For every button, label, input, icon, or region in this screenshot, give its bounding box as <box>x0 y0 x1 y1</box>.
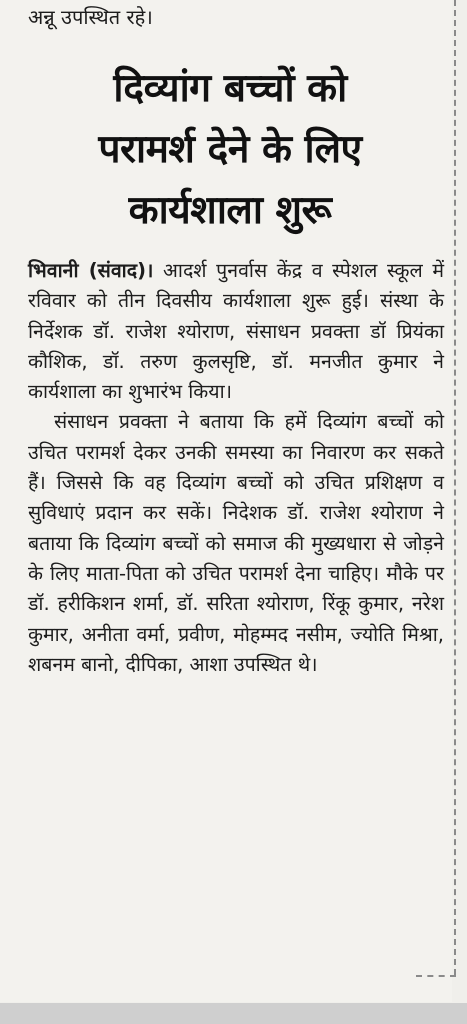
previous-article-tail: अन्नू उपस्थित रहे। <box>28 5 153 29</box>
paragraph-1-text: आदर्श पुनर्वास केंद्र व स्पेशल स्कूल में रविवार को तीन दिवसीय कार्यशाला शुरू हुई। संस्था के निर्देशक डॉ. राजेश श्योराण, संसाधन प्रवक्ता डॉ प्रियंका कौशिक, डॉ. तरुण कुलसृष्टि, डॉ. मनजीत कुमार ने कार्यशाला का शुभारंभ किया। <box>28 259 445 404</box>
headline <box>30 58 430 241</box>
viewer-bottom-strip <box>0 1003 467 1024</box>
article-paragraph-1 <box>28 256 444 407</box>
headline-line-3: कार्यशाला शुरू <box>128 188 332 233</box>
dateline: भिवानी (संवाद)। <box>28 259 154 282</box>
headline-line-1: दिव्यांग बच्चों को <box>113 66 347 111</box>
headline-line-2: परामर्श देने के लिए <box>98 127 362 172</box>
cut-line-right <box>454 0 456 975</box>
article-paragraph-2 <box>28 407 444 680</box>
cut-line-bottom <box>416 975 456 977</box>
article-body <box>28 256 444 680</box>
paragraph-2-text: संसाधन प्रवक्ता ने बताया कि हमें दिव्यांग बच्चों को उचित परामर्श देकर उनकी समस्या का निवारण कर सकते हैं। जिससे कि वह दिव्यांग बच्चों को उचित प्रशिक्षण व सुविधाएं प्रदान कर सकें। निदेशक डॉ. राजेश श्योराण ने बताया कि दिव्यांग बच्चों को समाज की मुख्यधारा से जोड़ने के लिए माता-पिता को उचित परामर्श देना चाहिए। मौके पर डॉ. हरीकिशन शर्मा, डॉ. सरिता श्योराण, रिंकू कुमार, नरेश कुमार, अनीता वर्मा, प्रवीण, मोहम्मद नसीम, ज्योति मिश्रा, शबनम बानो, दीपिका, आशा उपस्थित थे। <box>28 410 444 676</box>
